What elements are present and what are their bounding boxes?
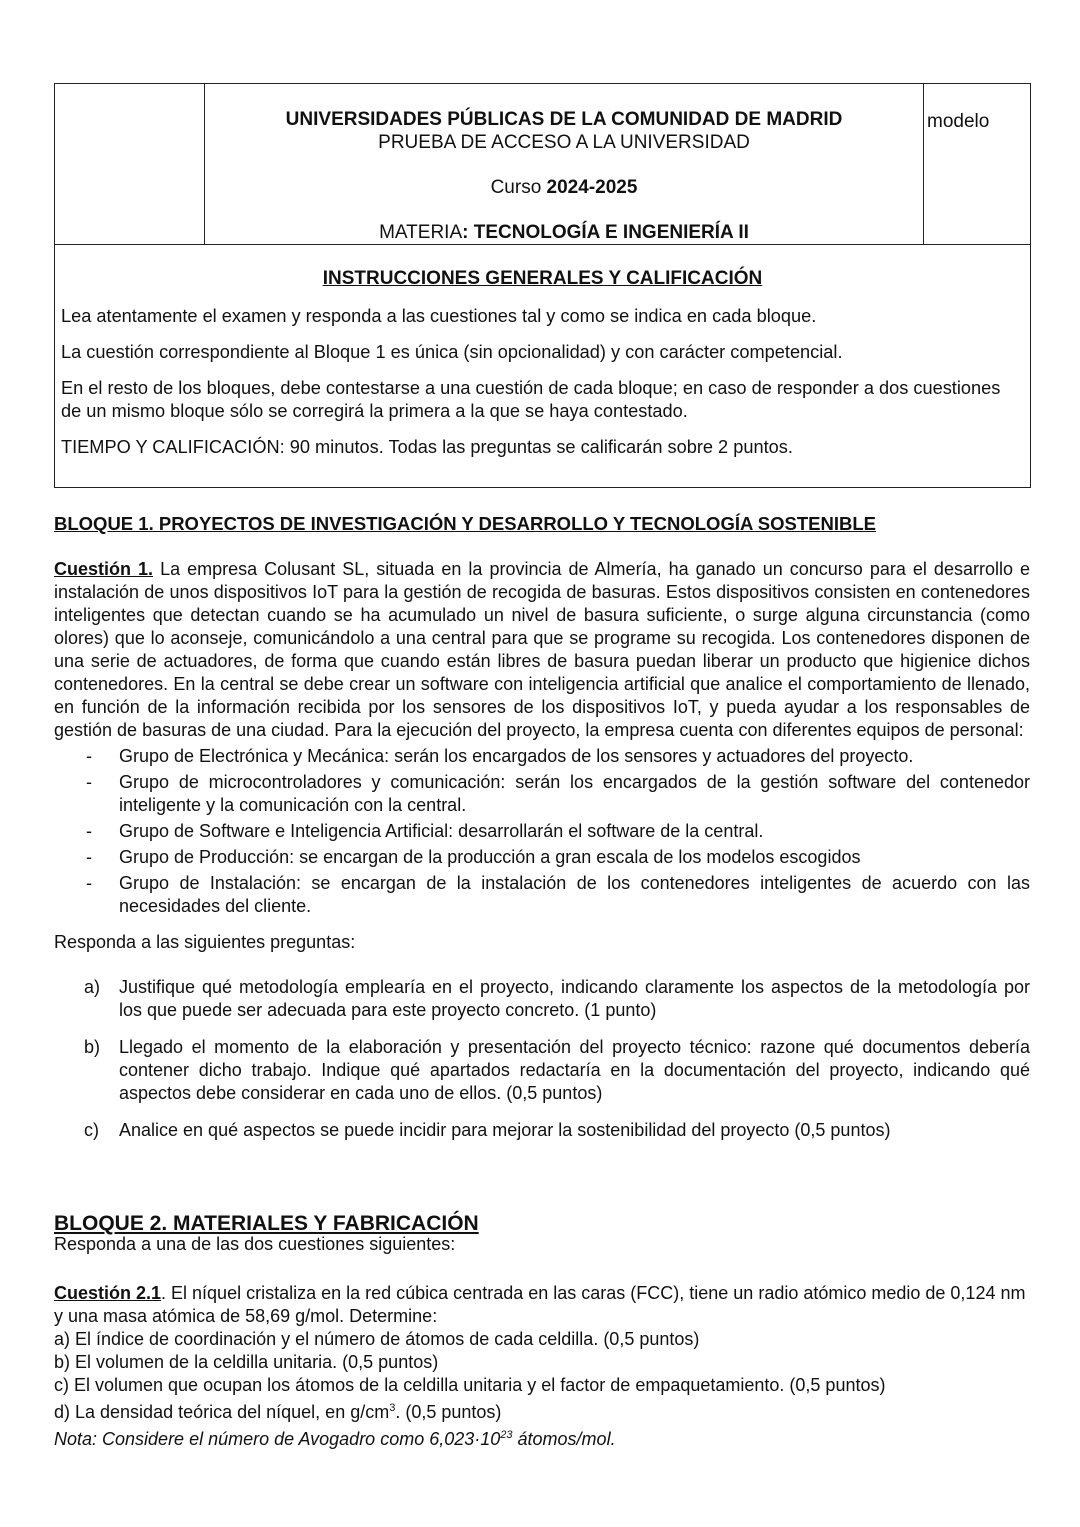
list-item: c) El volumen que ocupan los átomos de la celdilla unitaria y el factor de empaquetamiento. (0,5 puntos) xyxy=(54,1375,886,1395)
sub-question-marker: a) xyxy=(84,977,101,997)
sub-question xyxy=(54,1119,1030,1142)
question-1-label: Cuestión 1. xyxy=(54,559,154,579)
sub-questions xyxy=(54,976,1030,1142)
sub-question xyxy=(54,976,1030,1022)
prompt: Responda a las siguientes preguntas: xyxy=(54,932,356,952)
sub-question-text: Llegado el momento de la elaboración y presentación del proyecto técnico: razone qué documentos debería contener dicho trabajo. Indique qué apartados redactaría en la documentación del proyecto, indicando qué aspectos debe considerar en cada uno de ellos. (0,5 puntos) xyxy=(119,1037,1030,1103)
subject-label: MATERIA xyxy=(379,222,463,243)
item-d-sup: 3 xyxy=(389,1402,396,1414)
list-item: - Grupo de Electrónica y Mecánica: serán los encargados de los sensores y actuadores del proyecto. xyxy=(54,745,1030,768)
model-cell: modelo xyxy=(923,84,1030,244)
note xyxy=(54,1424,1030,1451)
question-2-1-text xyxy=(54,1282,1030,1328)
instruction-line: La cuestión correspondiente al Bloque 1 es única (sin opcionalidad) y con carácter competencial. xyxy=(61,342,843,362)
list-item: - Grupo de Instalación: se encargan de la instalación de los contenedores inteligentes de acuerdo con las necesidades del cliente. xyxy=(54,872,1030,918)
list-item: a) El índice de coordinación y el número de átomos de cada celdilla. (0,5 puntos) xyxy=(54,1329,700,1349)
block2-subtitle: Responda a una de las dos cuestiones siguientes: xyxy=(54,1234,456,1254)
block2 xyxy=(54,1212,1030,1451)
instruction-line: Lea atentamente el examen y responda a las cuestiones tal y como se indica en cada bloque. xyxy=(61,306,817,326)
block1-title: BLOQUE 1. PROYECTOS DE INVESTIGACIÓN Y DESARROLLO Y TECNOLOGÍA SOSTENIBLE xyxy=(54,513,877,534)
question-2-1-body: . El níquel cristaliza en la red cúbica centrada en las caras (FCC), tiene un radio atómico medio de 0,124 nm y una masa atómica de 58,69 g/mol. Determine: xyxy=(54,1283,1026,1326)
list-item: - Grupo de microcontroladores y comunicación: serán los encargados de la gestión software del contenedor inteligente y la comunicación con la central. xyxy=(54,771,1030,817)
instruction-line: TIEMPO Y CALIFICACIÓN: 90 minutos. Todas las preguntas se calificarán sobre 2 puntos. xyxy=(61,437,793,457)
course xyxy=(205,176,923,199)
exam-name: PRUEBA DE ACCESO A LA UNIVERSIDAD xyxy=(378,132,750,153)
list-item: - Grupo de Software e Inteligencia Artificial: desarrollarán el software de la central. xyxy=(54,820,1030,843)
question-2-1-label: Cuestión 2.1 xyxy=(54,1283,162,1303)
note-text: Nota: Considere el número de Avogadro como 6,023·10 xyxy=(54,1429,501,1449)
question-1-text xyxy=(54,558,1030,742)
item-d-text: d) La densidad teórica del níquel, en g/cm xyxy=(54,1402,390,1422)
sub-question-text: Analice en qué aspectos se puede incidir para mejorar la sostenibilidad del proyecto (0,5 puntos) xyxy=(119,1120,891,1140)
header-table xyxy=(54,83,1031,488)
list-item: b) El volumen de la celdilla unitaria. (0,5 puntos) xyxy=(54,1352,439,1372)
item-d-end: . (0,5 puntos) xyxy=(395,1402,502,1422)
course-value: 2024-2025 xyxy=(546,177,638,198)
instruction-line: En el resto de los bloques, debe contestarse a una cuestión de cada bloque; en caso de responder a dos cuestiones de un mismo bloque sólo se corregirá la primera a la que se haya contestado. xyxy=(61,378,1001,421)
instructions-title: INSTRUCCIONES GENERALES Y CALIFICACIÓN xyxy=(322,268,763,289)
question-1-body: La empresa Colusant SL, situada en la provincia de Almería, ha ganado un concurso para el desarrollo e instalación de unos dispositivos IoT para la gestión de recogida de basuras. Estos dispositivos consisten en contenedores inteligentes que detectan cuando se ha acumulado un nivel de basura suficiente, o surge alguna circunstancia (como olores) que lo aconseje, comunicándolo a una central para que se programe su recogida. Los contenedores disponen de una serie de actuadores, de forma que cuando están libres de basura puedan liberar un producto que higienice dichos contenedores. En la central se debe crear un software con inteligencia artificial que analice el comportamiento de llenado, en función de la información recibida por los sensores de los dispositivos IoT, y pueda ayudar a los responsables de gestión de basuras de una ciudad. Para la ejecución del proyecto, la empresa cuenta con diferentes equipos de personal: xyxy=(54,559,1031,740)
university-name: UNIVERSIDADES PÚBLICAS DE LA COMUNIDAD DE MADRID xyxy=(285,109,843,130)
list-item: - Grupo de Producción: se encargan de la producción a gran escala de los modelos escogidos xyxy=(54,846,1030,869)
note-sup: 23 xyxy=(500,1429,513,1441)
sub-question-marker: b) xyxy=(84,1037,101,1057)
subject-value: : TECNOLOGÍA E INGENIERÍA II xyxy=(462,222,749,243)
question-1 xyxy=(54,558,1030,1156)
sub-question xyxy=(54,1036,1030,1105)
list-item xyxy=(54,1397,1030,1424)
groups-list xyxy=(54,745,1030,918)
instructions xyxy=(55,245,1030,472)
sub-question-text: Justifique qué metodología emplearía en el proyecto, indicando claramente los aspectos de la metodología por los que puede ser adecuada para este proyecto concreto. (1 punto) xyxy=(119,977,1030,1020)
logo-cell xyxy=(55,84,205,244)
subject xyxy=(205,221,923,244)
block2-title: BLOQUE 2. MATERIALES Y FABRICACIÓN xyxy=(54,1212,479,1235)
sub-question-marker: c) xyxy=(84,1120,99,1140)
title-cell xyxy=(205,84,923,244)
course-label: Curso xyxy=(490,177,547,198)
note-end: átomos/mol. xyxy=(512,1429,616,1449)
